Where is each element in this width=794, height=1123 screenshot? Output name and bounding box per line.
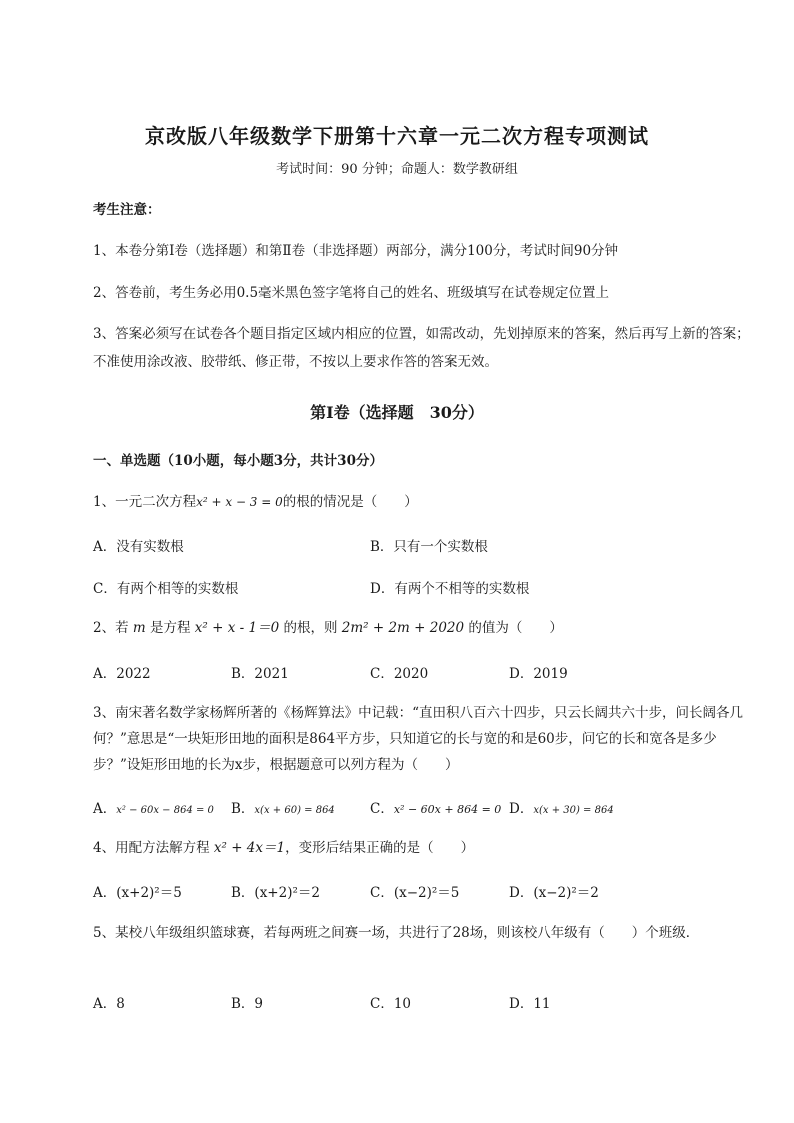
question-4-option-b[interactable]: [231, 881, 320, 901]
question-1-option-a[interactable]: A．没有实数根: [93, 539, 184, 555]
question-3-option-c-label: C．: [370, 801, 394, 817]
notice-heading: 考生注意：: [93, 202, 161, 218]
question-2-text-after: 的值为（ ）: [464, 620, 563, 636]
question-5-option-c[interactable]: C．10: [370, 996, 412, 1012]
section-title: 第Ⅰ卷（选择题 30分）: [310, 403, 484, 422]
question-1-stem: [93, 492, 418, 512]
part-heading: 一、单选题（10小题，每小题3分，共计30分）: [93, 453, 383, 469]
question-5-option-b[interactable]: B．9: [231, 996, 264, 1012]
question-3-option-a-formula: x² − 60x − 864 = 0: [116, 805, 214, 816]
question-3-option-d-formula: x(x + 30) = 864: [533, 805, 614, 816]
question-5-option-d[interactable]: D．11: [509, 996, 551, 1012]
question-3-option-b-label: B．: [231, 801, 255, 817]
question-4-option-a-label: A．: [93, 885, 117, 901]
question-4-formula: x² + 4x＝1: [213, 840, 286, 856]
question-4-stem: [93, 838, 474, 858]
question-3-option-b-formula: x(x + 60) = 864: [254, 805, 335, 816]
question-1-text-after: 的根的情况是（ ）: [282, 494, 418, 510]
question-1-text-before: 1、一元二次方程: [93, 494, 197, 510]
question-2-option-a[interactable]: A．2022: [93, 666, 151, 682]
question-4-option-a[interactable]: [93, 881, 182, 901]
question-4-option-c-formula: (x−2)²＝5: [393, 885, 460, 901]
question-4-option-c[interactable]: [370, 881, 459, 901]
question-3-option-c[interactable]: [370, 797, 501, 817]
question-4-option-b-formula: (x+2)²＝2: [254, 885, 320, 901]
question-2-text-before: 2、若: [93, 620, 133, 636]
question-3-option-d[interactable]: [509, 797, 614, 817]
question-1-option-b[interactable]: B．只有一个实数根: [370, 539, 488, 555]
question-5-stem: 5、某校八年级组织篮球赛，若每两班之间赛一场，共进行了28场，则该校八年级有（ ）个班级．: [93, 925, 700, 941]
question-2-option-d[interactable]: D．2019: [509, 666, 568, 682]
question-2-text-mid: 是方程: [145, 620, 195, 636]
question-4-option-a-formula: (x+2)²＝5: [116, 885, 182, 901]
question-1-formula: x² + x − 3 = 0: [196, 495, 283, 509]
question-1-option-d[interactable]: D．有两个不相等的实数根: [370, 581, 530, 597]
question-4-text-after: ，变形后结果正确的是（ ）: [285, 840, 475, 856]
question-2-formula2: 2m² + 2m + 2020: [341, 620, 465, 636]
exam-subtitle: 考试时间：90 分钟；命题人：数学教研组: [276, 162, 518, 177]
question-2-formula: x² + x - 1＝0: [194, 620, 280, 636]
question-2-stem: [93, 618, 563, 638]
question-4-text-before: 4、用配方法解方程: [93, 840, 214, 856]
question-3-option-a-label: A．: [93, 801, 117, 817]
question-4-option-d-label: D．: [509, 885, 534, 901]
question-4-option-b-label: B．: [231, 885, 255, 901]
question-2-option-b[interactable]: B．2021: [231, 666, 289, 682]
question-4-option-d[interactable]: [509, 881, 599, 901]
question-3-option-c-formula: x² − 60x + 864 = 0: [393, 803, 502, 816]
notice-item-3: 3、答案必须写在试卷各个题目指定区域内相应的位置，如需改动，先划掉原来的答案，然后再写上新的答案；不准使用涂改液、胶带纸、修正带，不按以上要求作答的答案无效。: [93, 326, 750, 370]
question-3-stem: 3、南宋著名数学家杨辉所著的《杨辉算法》中记载：“直田积八百六十四步，只云长阔共六十步，问长阔各几何？”意思是“一块矩形田地的面积是864平方步，只知道它的长与宽的和是60步，问它的长和宽各是多少步？”设矩形田地的长为x步，根据题意可以列方程为（ ）: [93, 705, 743, 773]
question-5-option-a[interactable]: A．8: [93, 996, 125, 1012]
question-2-variable: m: [132, 620, 146, 636]
question-3-option-a[interactable]: [93, 797, 214, 817]
question-4-option-c-label: C．: [370, 885, 394, 901]
question-2-text-mid2: 的根，则: [279, 620, 342, 636]
notice-item-2: 2、答卷前，考生务必用0.5毫米黑色签字笔将自己的姓名、班级填写在试卷规定位置上: [93, 285, 610, 301]
question-3-option-d-label: D．: [509, 801, 534, 817]
question-2-option-c[interactable]: C．2020: [370, 666, 429, 682]
notice-item-1: 1、本卷分第Ⅰ卷（选择题）和第Ⅱ卷（非选择题）两部分，满分100分，考试时间90分钟: [93, 243, 619, 259]
question-1-option-c[interactable]: C．有两个相等的实数根: [93, 581, 239, 597]
question-4-option-d-formula: (x−2)²＝2: [533, 885, 599, 901]
question-3-option-b[interactable]: [231, 797, 335, 817]
page-title: 京改版八年级数学下册第十六章一元二次方程专项测试: [145, 124, 649, 148]
